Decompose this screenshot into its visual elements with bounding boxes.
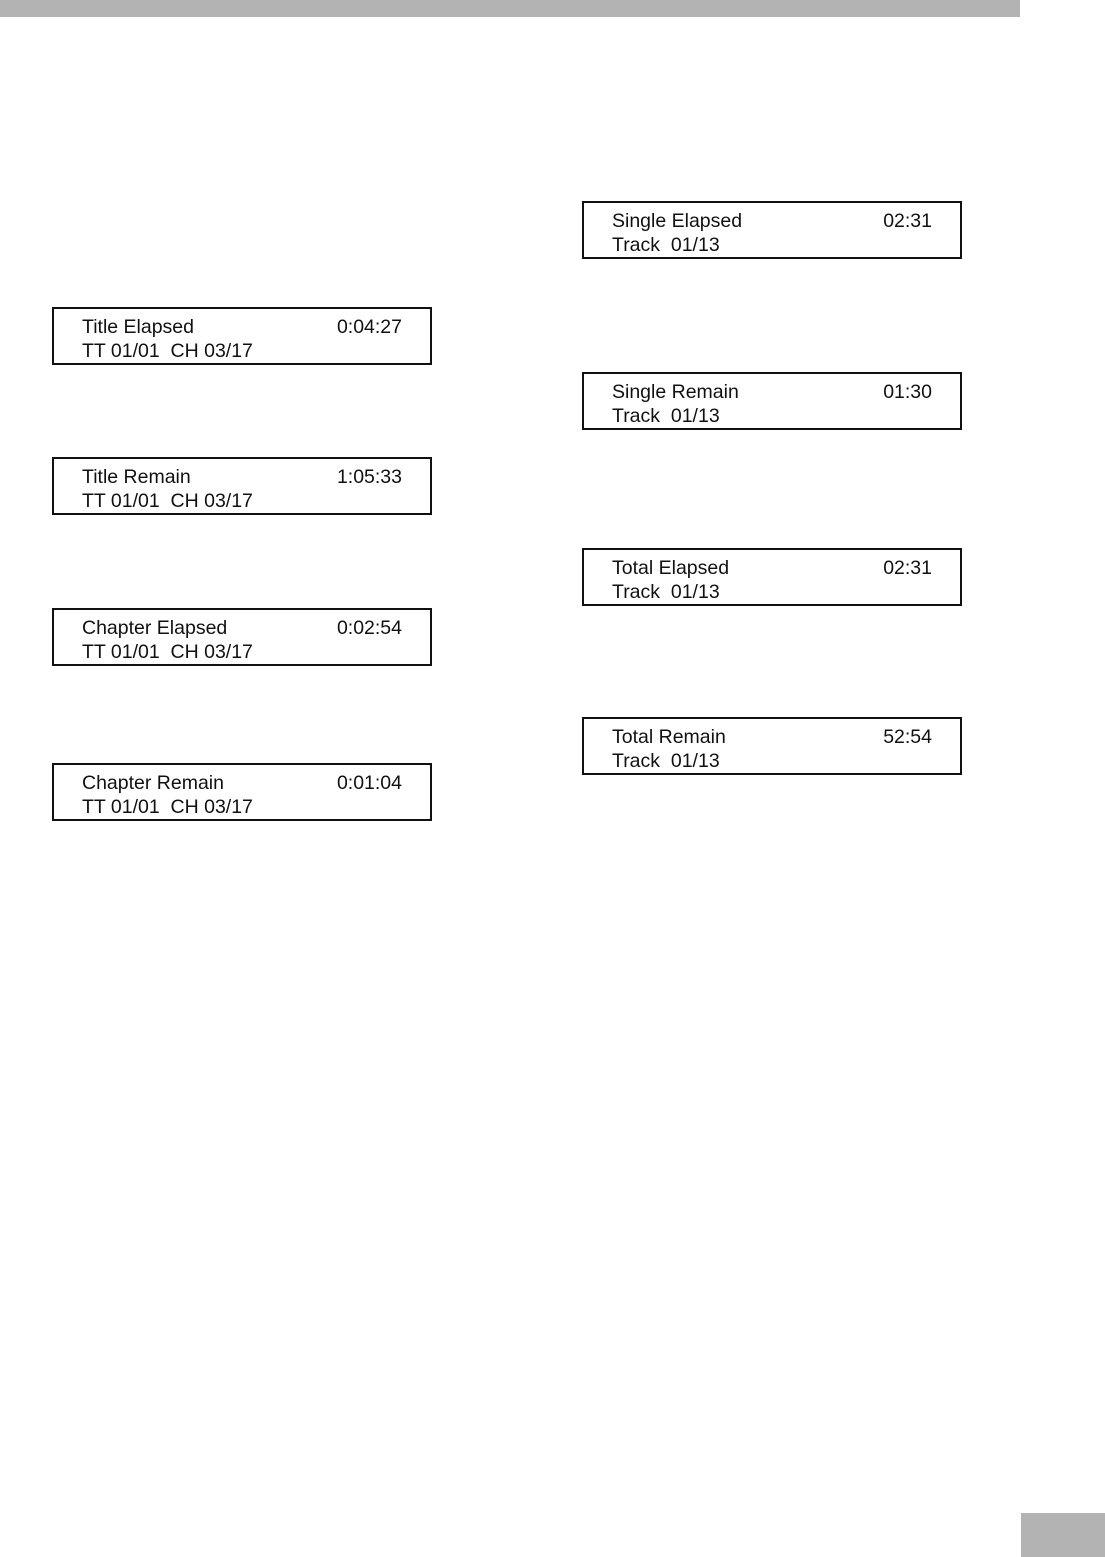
display-mode-label: Chapter Remain [82, 772, 224, 794]
display-position-label: Track 01/13 [612, 405, 720, 427]
display-chapter-remain [52, 763, 432, 821]
display-time-value: 02:31 [883, 210, 932, 232]
display-position-label: TT 01/01 CH 03/17 [82, 796, 253, 818]
display-position-label: Track 01/13 [612, 234, 720, 256]
display-time-value: 0:02:54 [336, 617, 402, 639]
display-single-elapsed [582, 201, 962, 259]
display-total-remain [582, 717, 962, 775]
display-single-remain [582, 372, 962, 430]
display-mode-label: Single Remain [612, 381, 739, 403]
display-mode-label: Total Elapsed [612, 557, 730, 579]
display-time-value: 0:01:04 [336, 772, 402, 794]
display-mode-label: Chapter Elapsed [82, 617, 228, 639]
display-time-value: 0:04:27 [336, 316, 402, 338]
display-mode-label: Single Elapsed [612, 210, 743, 232]
display-time-value: 1:05:33 [336, 466, 402, 488]
display-mode-label: Title Elapsed [82, 316, 195, 338]
display-position-label: TT 01/01 CH 03/17 [82, 340, 253, 362]
display-position-label: Track 01/13 [612, 750, 720, 772]
display-mode-label: Title Remain [82, 466, 191, 488]
display-mode-label: Total Remain [612, 726, 726, 748]
display-position-label: TT 01/01 CH 03/17 [82, 641, 253, 663]
display-time-value: 01:30 [883, 381, 932, 403]
display-total-elapsed [582, 548, 962, 606]
display-time-value: 02:31 [883, 557, 932, 579]
display-chapter-elapsed [52, 608, 432, 666]
page-number-tab [1021, 1513, 1105, 1557]
display-position-label: Track 01/13 [612, 581, 720, 603]
display-time-value: 52:54 [883, 726, 932, 748]
display-position-label: TT 01/01 CH 03/17 [82, 490, 253, 512]
header-bar [0, 0, 1020, 17]
display-title-elapsed [52, 307, 432, 365]
display-title-remain [52, 457, 432, 515]
